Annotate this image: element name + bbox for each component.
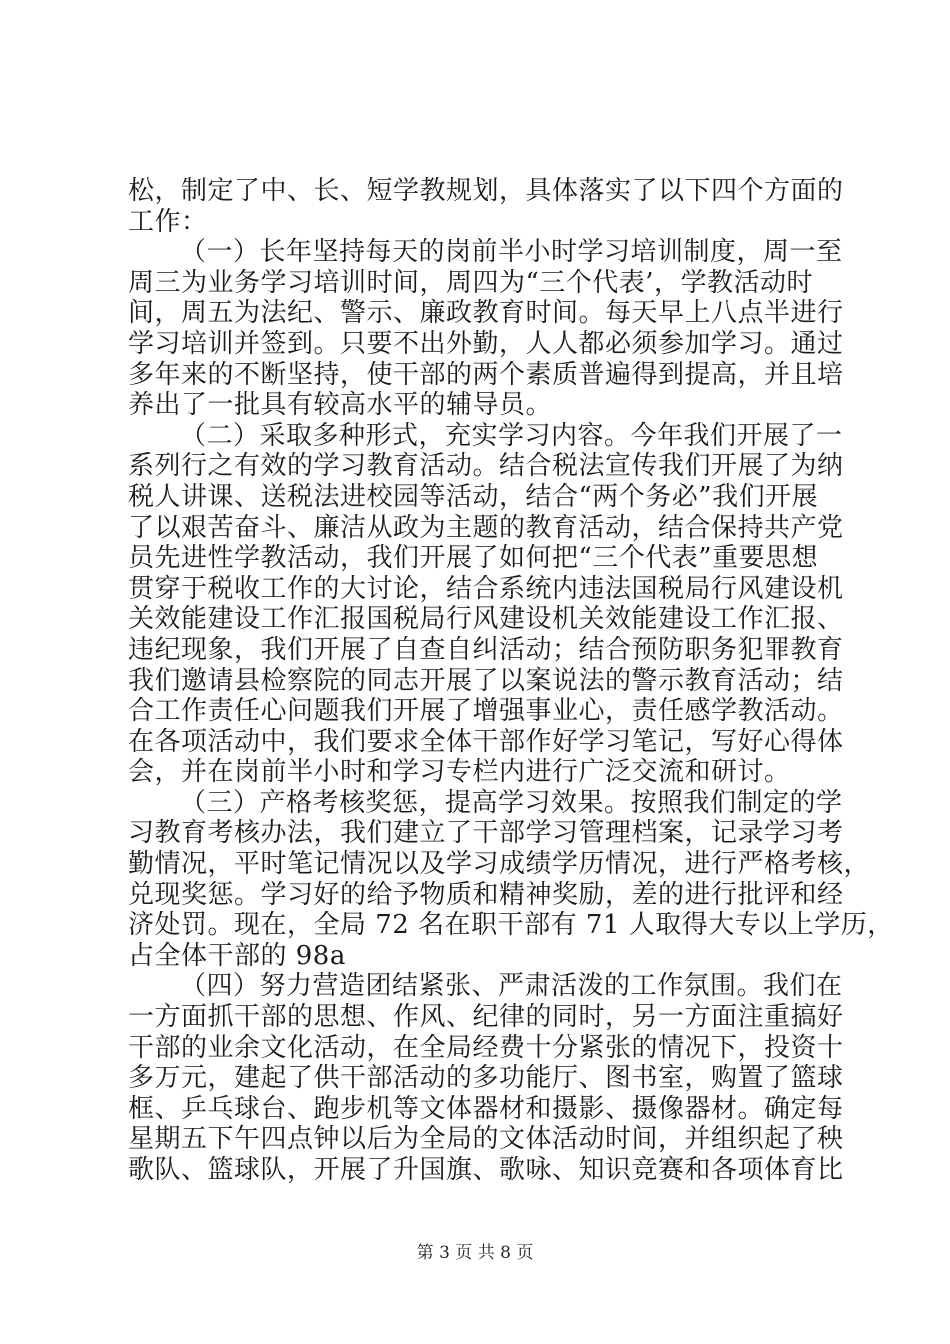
text-line: 兑现奖惩。学习好的给予物质和精神奖励，差的进行批评和经 bbox=[128, 879, 844, 910]
text-line: （四）努力营造团结紧张、严肃活泼的工作氛围。我们在 bbox=[180, 971, 843, 1002]
text-line: 员先进性学教活动，我们开展了如何把“三个代表”重要思想 bbox=[128, 543, 819, 574]
text-line: 多万元，建起了供干部活动的多功能厅、图书室，购置了篮球 bbox=[128, 1063, 844, 1094]
text-line: 歌队、篮球队，开展了升国旗、歌咏、知识竞赛和各项体育比 bbox=[128, 1155, 844, 1185]
text-line: 学习培训并签到。只要不出外勤，人人都必须参加学习。通过 bbox=[128, 328, 844, 359]
text-line: 在各项活动中，我们要求全体干部作好学习笔记，写好心得体 bbox=[128, 726, 844, 757]
text-line: 框、乒乓球台、跑步机等文体器材和摄影、摄像器材。确定每 bbox=[128, 1093, 844, 1124]
text-line: （三）产格考核奖惩，提高学习效果。按照我们制定的学 bbox=[180, 787, 843, 818]
text-line: 松，制定了中、长、短学教规划，具体落实了以下四个方面的 bbox=[128, 176, 844, 206]
text-line: 合工作责任心问题我们开展了增强事业心，责任感学教活动。 bbox=[128, 696, 844, 727]
text-line: 会，并在岗前半小时和学习专栏内进行广泛交流和研讨。 bbox=[128, 757, 791, 788]
text-line: 系列行之有效的学习教育活动。结合税法宣传我们开展了为纳 bbox=[128, 451, 844, 482]
text-line: 间，周五为法纪、警示、廉政教育时间。每天早上八点半进行 bbox=[128, 298, 844, 329]
text-line: （一）长年坚持每天的岗前半小时学习培训制度，周一至 bbox=[180, 237, 843, 268]
text-line: 了以艰苦奋斗、廉洁从政为主题的教育活动，结合保持共产党 bbox=[128, 512, 844, 543]
text-line: 养出了一批具有较高水平的辅导员。 bbox=[128, 390, 553, 421]
text-line: 勤情况，平时笔记情况以及学习成绩学历情况，进行严格考核， bbox=[128, 849, 871, 880]
text-line: 周三为业务学习培训时间，周四为“三个代表’，学教活动时 bbox=[128, 267, 814, 298]
text-line: 违纪现象，我们开展了自查自纠活动；结合预防职务犯罪教育 bbox=[128, 634, 844, 665]
text-line: 占全体干部的 98a bbox=[128, 940, 346, 971]
document-body bbox=[128, 176, 894, 1186]
text-line: 一方面抓干部的思想、作风、纪律的同时，另一方面注重搞好 bbox=[128, 1002, 844, 1033]
text-line: 税人讲课、送税法进校园等活动，结合“两个务必”我们开展 bbox=[128, 481, 819, 512]
text-line: 工作： bbox=[128, 206, 208, 237]
text-line: 贯穿于税收工作的大讨论，结合系统内违法国税局行风建设机 bbox=[128, 573, 844, 604]
text-line: 济处罚。现在，全局 72 名在职干部有 71 人取得大专以上学历， bbox=[128, 910, 894, 941]
text-line: 多年来的不断坚持，使干部的两个素质普遍得到提高，并且培 bbox=[128, 359, 844, 390]
text-line: （二）采取多种形式，充实学习内容。今年我们开展了一 bbox=[180, 420, 843, 451]
page-footer: 第 3 页 共 8 页 bbox=[416, 1243, 534, 1263]
text-line: 关效能建设工作汇报国税局行风建设机关效能建设工作汇报、 bbox=[128, 604, 844, 635]
text-line: 习教育考核办法，我们建立了干部学习管理档案，记录学习考 bbox=[128, 818, 844, 849]
text-line: 星期五下午四点钟以后为全局的文体活动时间，并组织起了秧 bbox=[128, 1124, 844, 1155]
text-line: 我们邀请县检察院的同志开展了以案说法的警示教育活动；结 bbox=[128, 665, 844, 696]
text-line: 干部的业余文化活动，在全局经费十分紧张的情况下，投资十 bbox=[128, 1032, 844, 1063]
